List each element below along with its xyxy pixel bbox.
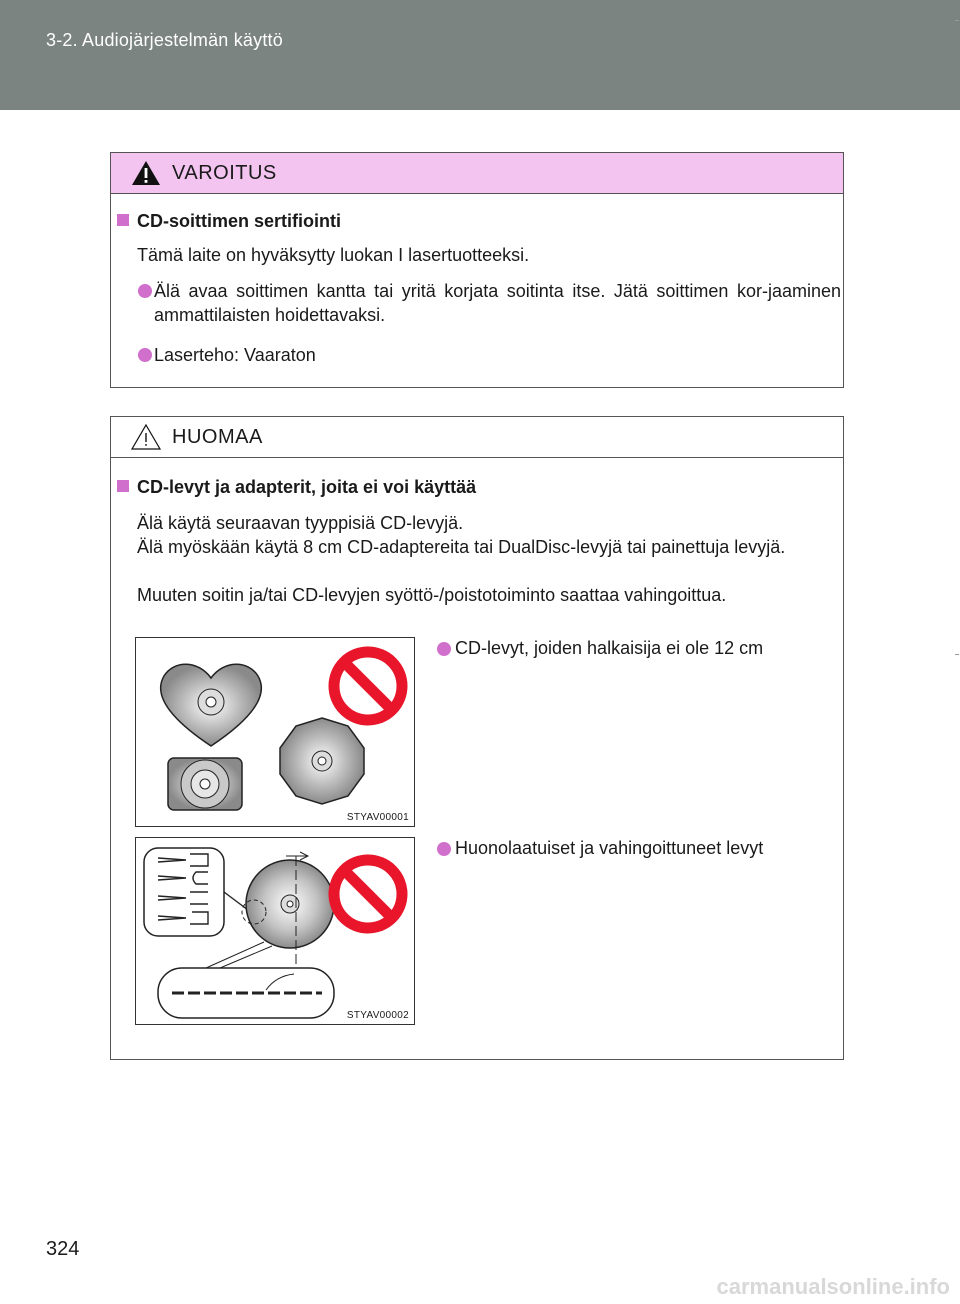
notice-line-1: Älä käytä seuraavan tyyppisiä CD-levyjä. (137, 513, 464, 533)
notice-line-3: Muuten soitin ja/tai CD-levyjen syöttö-/poistotoiminto saattaa vahingoittua. (137, 585, 727, 605)
figure-code: STYAV00001 (346, 812, 409, 823)
bullet-dot-icon (138, 284, 152, 298)
square-bullet-icon (117, 480, 129, 492)
bullet-dot-icon (437, 842, 451, 856)
warning-bullet-1: Älä avaa soittimen kantta tai yritä korjata soitinta itse. Jätä soittimen kor-jaaminen ammattilaisten hoidettavaksi. (154, 281, 841, 325)
crop-mark (955, 20, 959, 21)
warning-header (111, 153, 843, 194)
notice-header (111, 417, 843, 458)
page-number: 324 (46, 1238, 80, 1260)
warning-label: VAROITUS (172, 162, 277, 184)
notice-box (110, 416, 844, 1060)
section-title: 3-2. Audiojärjestelmän käyttö (46, 30, 283, 50)
figure-caption-1: CD-levyt, joiden halkaisija ei ole 12 cm (455, 638, 764, 658)
bullet-dot-icon (138, 348, 152, 362)
figure-caption-2: Huonolaatuiset ja vahingoittuneet levyt (455, 838, 764, 858)
crop-mark (955, 654, 959, 655)
square-bullet-icon (117, 214, 129, 226)
odd-shaped-discs-illustration (136, 638, 414, 826)
notice-line-2: Älä myöskään käytä 8 cm CD-adaptereita tai DualDisc-levyjä tai painettuja levyjä. (137, 537, 786, 557)
notice-section-title: CD-levyt ja adapterit, joita ei voi käyttää (117, 477, 476, 498)
figure-odd-discs (135, 637, 415, 827)
warning-box (110, 152, 844, 388)
warning-triangle-icon (131, 159, 161, 187)
caution-triangle-icon (131, 423, 161, 451)
warning-bullet-2: Laserteho: Vaaraton (154, 345, 316, 365)
figure-code: STYAV00002 (346, 1010, 409, 1021)
damaged-discs-illustration (136, 838, 414, 1024)
notice-label: HUOMAA (172, 426, 263, 448)
warning-intro: Tämä laite on hyväksytty luokan I lasertuotteeksi. (137, 245, 530, 265)
page-header (0, 0, 960, 110)
bullet-dot-icon (437, 642, 451, 656)
watermark: carmanualsonline.info (716, 1274, 950, 1299)
warning-section-title: CD-soittimen sertifiointi (117, 211, 341, 232)
figure-damaged-discs (135, 837, 415, 1025)
